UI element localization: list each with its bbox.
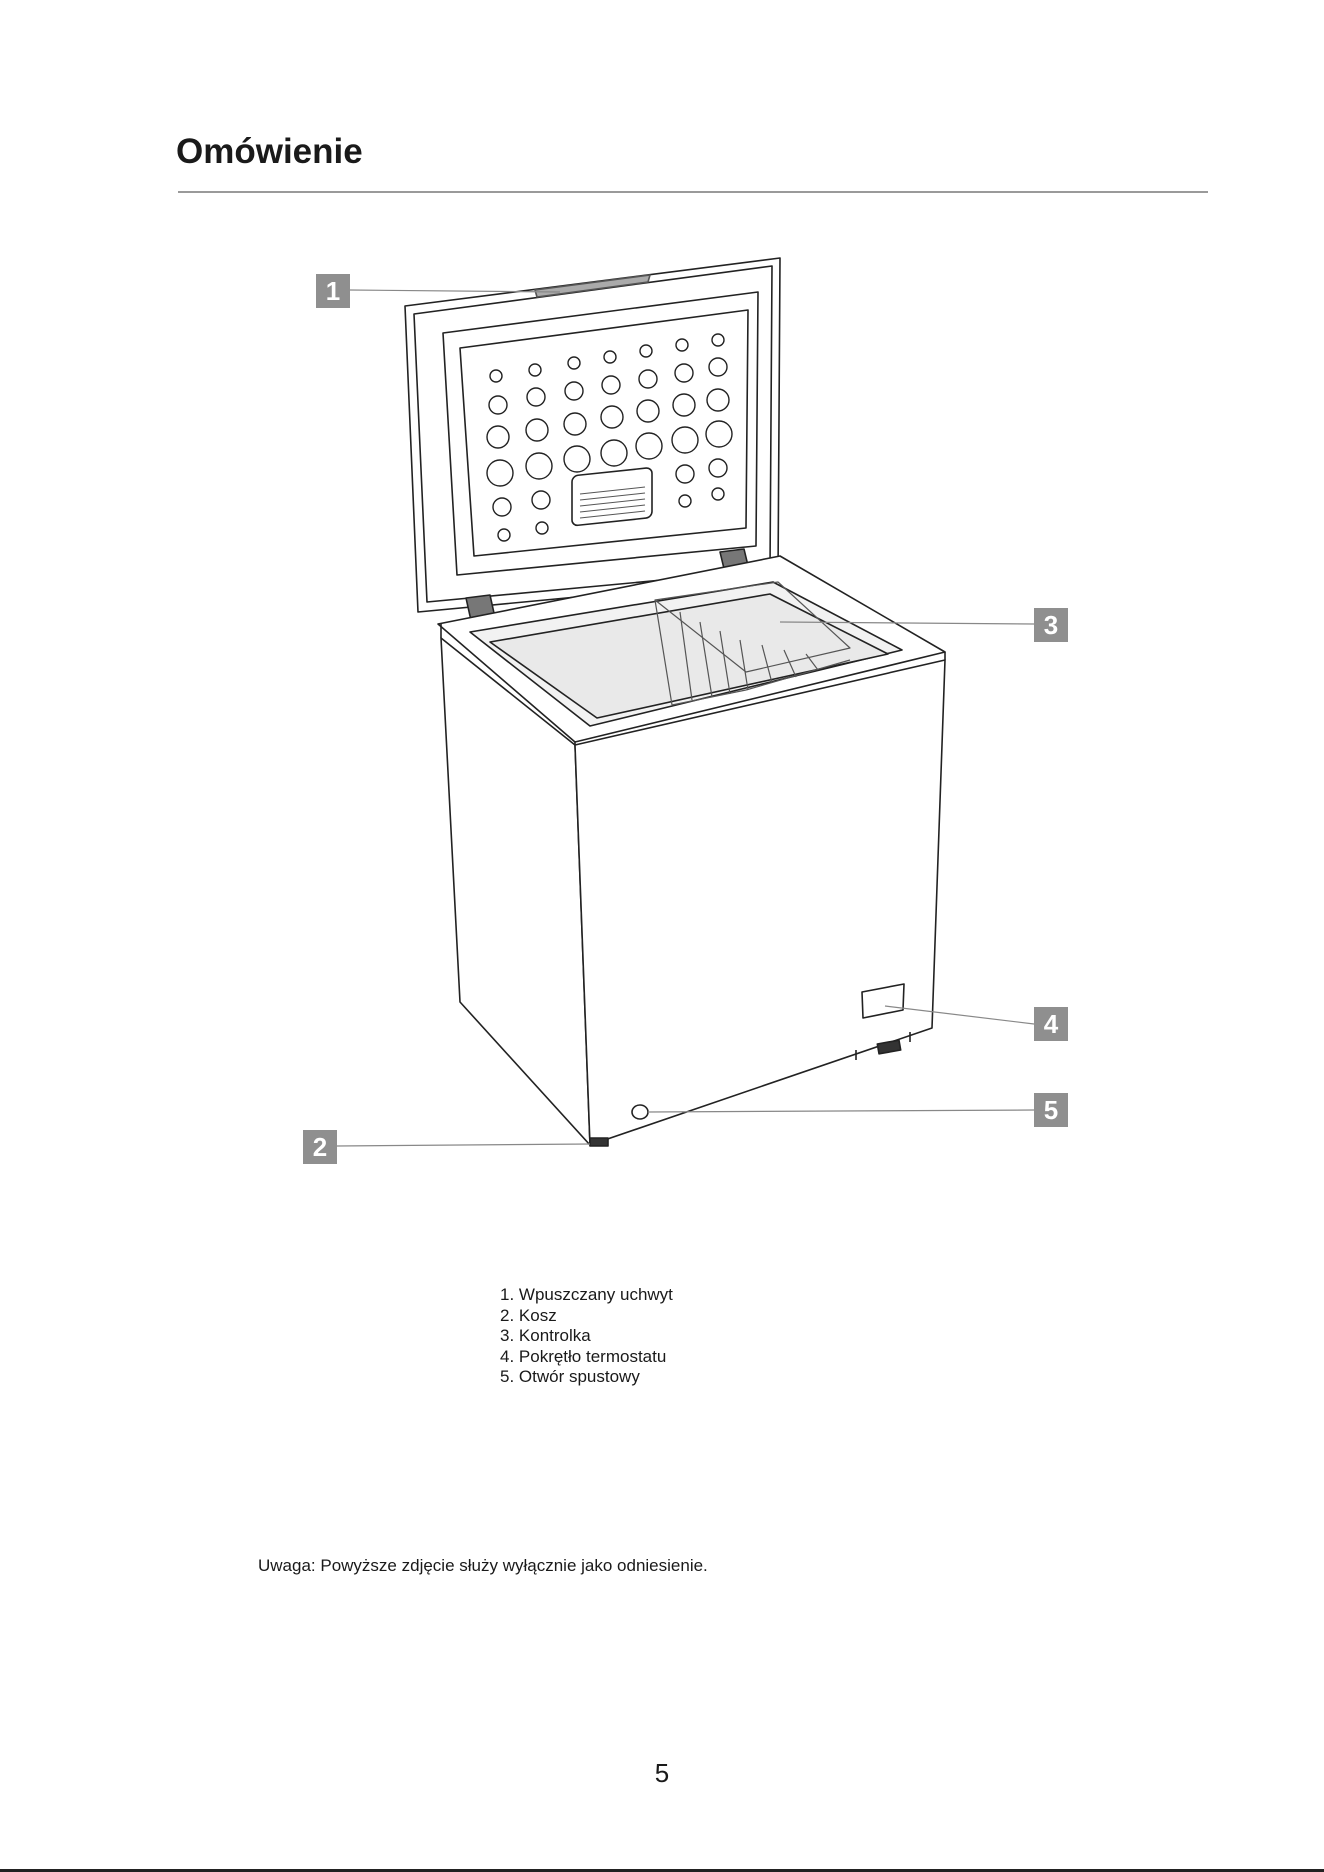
callout-5: 5 (1034, 1093, 1068, 1127)
legend-item: 1. Wpuszczany uchwyt (500, 1285, 673, 1304)
page-number: 5 (654, 1758, 670, 1788)
legend-item: 2. Kosz (500, 1305, 557, 1325)
callout-4: 4 (1034, 1007, 1068, 1041)
cabinet-side (575, 660, 945, 1145)
legend-item: 4. Pokrętło termostatu (500, 1346, 667, 1366)
leader-5 (648, 1110, 1034, 1112)
page-title: Omówienie (176, 132, 363, 171)
callout-1: 1 (316, 274, 350, 308)
foot-front (590, 1138, 608, 1146)
legend-item: 3. Kontrolka (500, 1326, 591, 1345)
parts-legend (500, 1285, 673, 1388)
leader-2 (337, 1144, 590, 1146)
reference-note: Uwaga: Powyższe zdjęcie służy wyłącznie jako odniesienie. (258, 1556, 708, 1575)
callout-2: 2 (303, 1130, 337, 1164)
legend-item: 5. Otwór spustowy (500, 1367, 640, 1386)
callout-3: 3 (1034, 608, 1068, 642)
